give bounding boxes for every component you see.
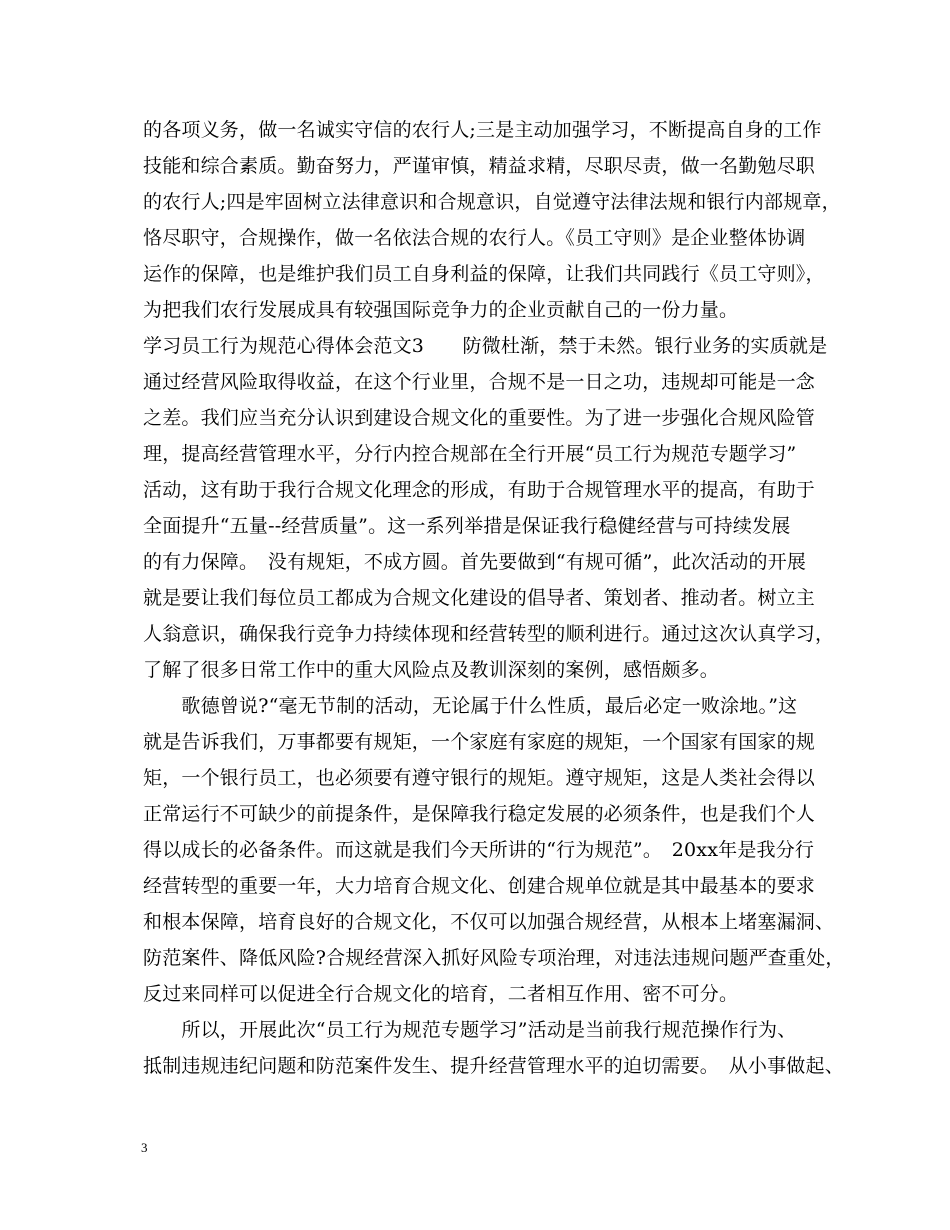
text-line: 反过来同样可以促进全行合规文化的培育，二者相互作用、密不可分。: [143, 983, 739, 1005]
text-line: 技能和综合素质。勤奋努力，严谨审慎，精益求精，尽职尽责，做一名勤勉尽职: [143, 155, 816, 177]
text-line: 了解了很多日常工作中的重大风险点及教训深刻的案例，感悟颇多。: [143, 659, 720, 681]
text-line: 全面提升“五量--经营质量”。这一系列举措是保证我行稳健经营与可持续发展: [143, 515, 791, 537]
page-number: 3: [141, 1140, 148, 1155]
text-line: 经营转型的重要一年，大力培育合规文化、创建合规单位就是其中最基本的要求: [143, 875, 816, 897]
text-line: 所以，开展此次“员工行为规范专题学习”活动是当前我行规范操作行为、: [143, 1019, 797, 1041]
text-line: 的农行人;四是牢固树立法律意识和合规意识，自觉遵守法律法规和银行内部规章，: [143, 191, 841, 213]
text-line: 正常运行不可缺少的前提条件，是保障我行稳定发展的必须条件，也是我们个人: [143, 803, 816, 825]
text-line: 矩，一个银行员工，也必须要有遵守银行的规矩。遵守规矩，这是人类社会得以: [143, 767, 816, 789]
text-line: 之差。我们应当充分认识到建设合规文化的重要性。为了进一步强化合规风险管: [143, 407, 816, 429]
text-line: 活动，这有助于我行合规文化理念的形成，有助于合规管理水平的提高，有助于: [143, 479, 816, 501]
text-line: 和根本保障，培育良好的合规文化，不仅可以加强合规经营，从根本上堵塞漏洞、: [143, 911, 835, 933]
text-line: 人翁意识，确保我行竞争力持续体现和经营转型的顺利进行。通过这次认真学习，: [143, 623, 835, 645]
text-line: 就是告诉我们，万事都要有规矩，一个家庭有家庭的规矩，一个国家有国家的规: [143, 731, 816, 753]
text-line: 歌德曾说?“毫无节制的活动，无论属于什么性质，最后必定一败涂地。”这: [143, 695, 798, 717]
text-line: 学习员工行为规范心得体会范文3 防微杜渐，禁于未然。银行业务的实质就是: [143, 335, 828, 357]
text-line: 通过经营风险取得收益，在这个行业里，合规不是一日之功，违规却可能是一念: [143, 371, 816, 393]
text-line: 抵制违规违纪问题和防范案件发生、提升经营管理水平的迫切需要。 从小事做起、: [143, 1055, 844, 1077]
text-line: 运作的保障，也是维护我们员工自身利益的保障，让我们共同践行《员工守则》，: [143, 263, 825, 285]
text-line: 的有力保障。 没有规矩，不成方圆。首先要做到“有规可循”，此次活动的开展: [143, 551, 807, 573]
text-line: 得以成长的必备条件。而这就是我们今天所讲的“行为规范”。 20xx年是我分行: [143, 839, 815, 861]
text-line: 就是要让我们每位员工都成为合规文化建设的倡导者、策划者、推动者。树立主: [143, 587, 816, 609]
text-line: 理，提高经营管理水平，分行内控合规部在全行开展“员工行为规范专题学习”: [143, 443, 797, 465]
text-line: 的各项义务，做一名诚实守信的农行人;三是主动加强学习，不断提高自身的工作: [143, 119, 822, 141]
text-line: 为把我们农行发展成具有较强国际竞争力的企业贡献自己的一份力量。: [143, 299, 739, 321]
text-line: 恪尽职守，合规操作，做一名依法合规的农行人。《员工守则》是企业整体协调: [143, 227, 806, 249]
text-line: 防范案件、降低风险?合规经营深入抓好风险专项治理，对违法违规问题严查重处，: [143, 947, 845, 969]
